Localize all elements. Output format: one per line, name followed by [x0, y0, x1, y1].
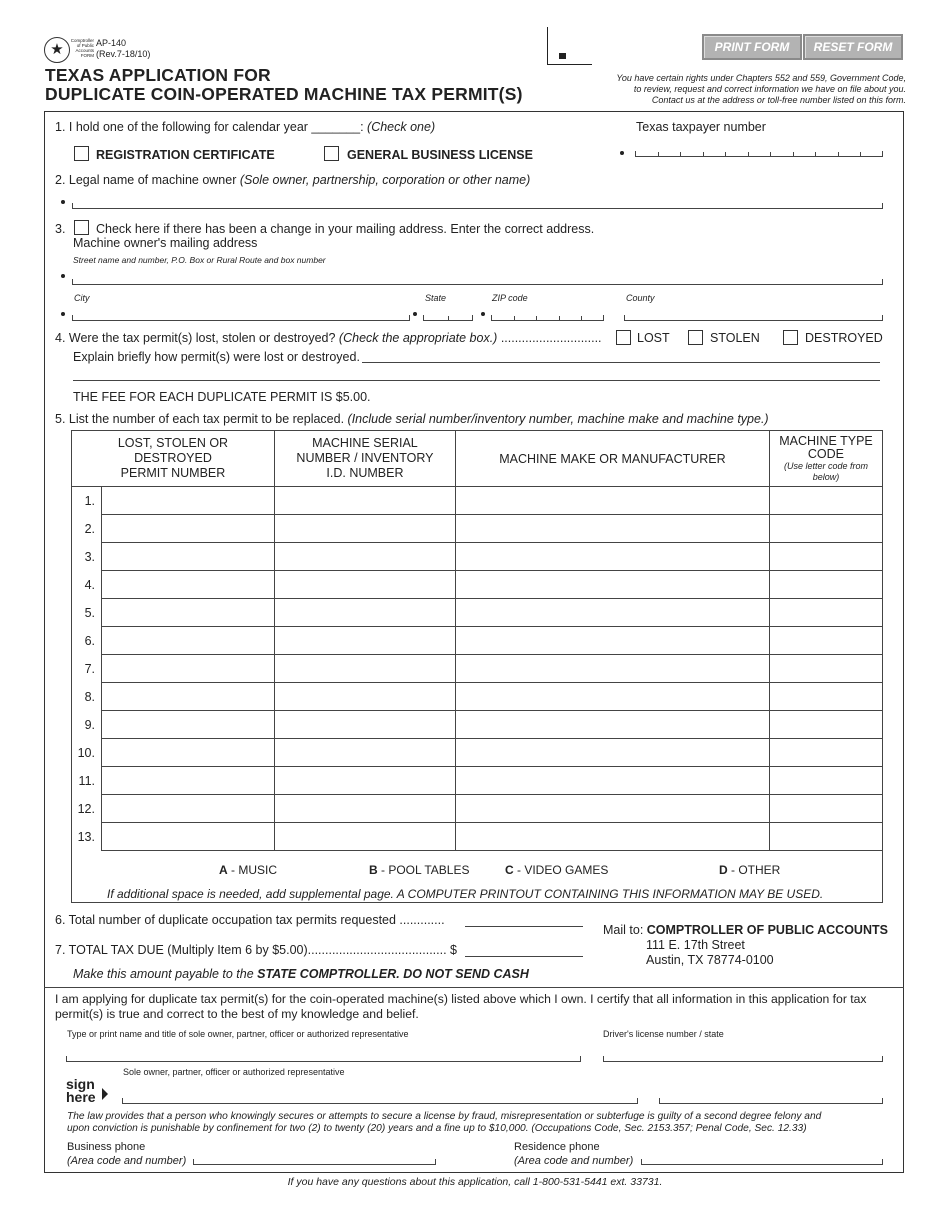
header-line: LOST, STOLEN OR	[117, 436, 229, 450]
rights-line: Contact us at the address or toll-free number listed on this form.	[651, 95, 906, 105]
type-code-cell[interactable]	[769, 543, 882, 571]
field-tick	[559, 316, 560, 320]
taxpayer-number-field[interactable]	[635, 151, 883, 157]
stolen-checkbox[interactable]	[688, 330, 703, 345]
type-code-cell[interactable]	[769, 739, 882, 767]
item-2-label: 2. Legal name of machine owner	[55, 173, 240, 187]
type-code-cell[interactable]	[769, 683, 882, 711]
row-number: 3.	[72, 543, 102, 571]
table-row	[72, 543, 883, 571]
table-row	[72, 487, 883, 515]
serial-number-cell[interactable]	[274, 739, 455, 767]
signature-label: Sole owner, partner, officer or authorized representative	[123, 1067, 345, 1077]
header-line: CODE	[807, 446, 845, 461]
item-5-hint: (Include serial number/inventory number, machine make and machine type.)	[347, 412, 769, 426]
row-number: 2.	[72, 515, 102, 543]
agency-name	[70, 38, 94, 58]
state-label: State	[425, 293, 447, 303]
row-number: 13.	[72, 823, 102, 851]
sign-word: sign	[66, 1076, 95, 1092]
header-line: PERMIT NUMBER	[120, 466, 226, 480]
bullet-icon	[413, 312, 417, 316]
bullet-icon	[620, 151, 624, 155]
item-4-dots: .............................	[497, 331, 602, 345]
scan-mark	[559, 53, 566, 59]
lost-checkbox[interactable]	[616, 330, 631, 345]
table-row	[72, 767, 883, 795]
permit-number-cell[interactable]	[102, 543, 275, 571]
type-code-cell[interactable]	[769, 767, 882, 795]
field-tick	[680, 152, 681, 156]
make-cell[interactable]	[455, 487, 769, 515]
rights-notice	[576, 73, 906, 106]
general-business-license-label: GENERAL BUSINESS LICENSE	[347, 148, 533, 162]
comptroller-seal-icon: ★	[44, 37, 70, 63]
col-type-header	[769, 431, 882, 487]
table-row	[72, 823, 883, 851]
make-cell[interactable]	[455, 767, 769, 795]
row-number: 6.	[72, 627, 102, 655]
mail-name: COMPTROLLER OF PUBLIC ACCOUNTS	[646, 923, 888, 937]
permits-table	[71, 430, 883, 851]
law-notice-line-1: The law provides that a person who knowingly secures or attempts to secure a license by fraud, misrepresentation or subterfuge is guilty of a second degree felony and	[67, 1111, 822, 1122]
table-row	[72, 795, 883, 823]
date-field[interactable]	[659, 1098, 883, 1104]
serial-number-cell[interactable]	[274, 627, 455, 655]
row-number: 9.	[72, 711, 102, 739]
make-cell[interactable]	[455, 627, 769, 655]
item-5-label: 5. List the number of each tax permit to be replaced.	[55, 412, 348, 426]
scan-corner-mark	[547, 27, 592, 65]
col-serial-header	[274, 431, 455, 487]
serial-number-cell[interactable]	[274, 795, 455, 823]
certification-divider	[44, 987, 904, 988]
type-code-cell[interactable]	[769, 599, 882, 627]
table-row	[72, 599, 883, 627]
row-number: 10.	[72, 739, 102, 767]
permit-number-cell[interactable]	[102, 655, 275, 683]
form-number	[96, 38, 150, 60]
legend-code: B	[369, 863, 378, 877]
signature-field[interactable]	[122, 1098, 638, 1104]
title-line-2: DUPLICATE COIN-OPERATED MACHINE TAX PERMIT(S)	[45, 84, 523, 104]
type-code-note: (Use letter code from below)	[783, 460, 868, 482]
rights-line: to review, request and correct information we have on file about you.	[633, 84, 906, 94]
legend-label: - OTHER	[727, 863, 781, 877]
make-cell[interactable]	[455, 599, 769, 627]
item-1-label: 1. I hold one of the following for calendar year _______:	[55, 120, 368, 134]
rep-name-field[interactable]	[66, 1056, 581, 1062]
payable-text: Make this amount payable to the	[73, 967, 258, 981]
make-cell[interactable]	[455, 739, 769, 767]
item-3-number: 3.	[55, 222, 66, 236]
row-number: 12.	[72, 795, 102, 823]
rights-line: You have certain rights under Chapters 552 and 559, Government Code,	[616, 73, 906, 83]
field-tick	[815, 152, 816, 156]
reset-form-button[interactable]: RESET FORM	[803, 34, 903, 60]
legend-code: A	[219, 863, 228, 877]
field-tick	[514, 316, 515, 320]
residence-phone-field[interactable]	[641, 1159, 883, 1165]
business-phone-field[interactable]	[193, 1159, 436, 1165]
serial-number-cell[interactable]	[274, 711, 455, 739]
phone-label: Business phone	[67, 1141, 146, 1153]
make-cell[interactable]	[455, 515, 769, 543]
supplemental-note: If additional space is needed, add supplemental page. A COMPUTER PRINTOUT CONTAINING THIS INFORMATION MAY BE USED.	[107, 887, 824, 901]
sign-arrow-icon	[102, 1088, 108, 1100]
make-cell[interactable]	[455, 711, 769, 739]
type-code-cell[interactable]	[769, 711, 882, 739]
row-number: 1.	[72, 487, 102, 515]
col-permit-number-header	[72, 431, 275, 487]
make-cell[interactable]	[455, 683, 769, 711]
row-number: 4.	[72, 571, 102, 599]
destroyed-label: DESTROYED	[805, 331, 883, 345]
explain-label: Explain briefly how permit(s) were lost or destroyed.	[73, 350, 360, 364]
field-tick	[748, 152, 749, 156]
make-cell[interactable]	[455, 571, 769, 599]
legend-video-games	[505, 863, 608, 877]
header-line: DESTROYED	[134, 451, 212, 465]
header-line: MACHINE TYPE	[779, 433, 873, 448]
row-number: 7.	[72, 655, 102, 683]
agency-line: of Public	[76, 43, 94, 48]
zip-field[interactable]	[491, 315, 604, 321]
item-4-hint: (Check the appropriate box.)	[338, 331, 498, 345]
field-tick	[725, 152, 726, 156]
area-code-hint: (Area code and number)	[67, 1155, 187, 1167]
type-code-cell[interactable]	[769, 655, 882, 683]
payable-bold: STATE COMPTROLLER. DO NOT SEND CASH	[257, 967, 529, 981]
stolen-label: STOLEN	[710, 331, 760, 345]
make-cell[interactable]	[455, 795, 769, 823]
legend-pool-tables	[369, 863, 469, 877]
field-tick	[860, 152, 861, 156]
permit-number-cell[interactable]	[102, 627, 275, 655]
city-field[interactable]	[72, 315, 410, 321]
title-line-1: TEXAS APPLICATION FOR	[45, 65, 271, 85]
certification-line-1: I am applying for duplicate tax permit(s) for the coin-operated machine(s) listed above which I own. I certify that all information in this application for tax	[55, 992, 867, 1006]
sign-here-marker	[66, 1078, 96, 1104]
permit-number-cell[interactable]	[102, 515, 275, 543]
business-phone-label	[67, 1140, 186, 1168]
bullet-icon	[481, 312, 485, 316]
type-code-cell[interactable]	[769, 515, 882, 543]
permit-number-cell[interactable]	[102, 767, 275, 795]
item-5-text	[55, 412, 769, 427]
registration-certificate-label: REGISTRATION CERTIFICATE	[96, 148, 275, 162]
row-number: 5.	[72, 599, 102, 627]
make-cell[interactable]	[455, 655, 769, 683]
field-tick	[658, 152, 659, 156]
type-code-cell[interactable]	[769, 571, 882, 599]
mail-to	[603, 923, 888, 938]
page-title	[45, 66, 523, 104]
serial-number-cell[interactable]	[274, 599, 455, 627]
footer-help: If you have any questions about this application, call 1-800-531-5441 ext. 33731.	[287, 1176, 663, 1188]
header-line: I.D. NUMBER	[326, 466, 404, 480]
legend-label: - MUSIC	[227, 863, 278, 877]
residence-phone-label	[514, 1140, 633, 1168]
agency-line: Accounts	[75, 48, 94, 53]
table-row	[72, 739, 883, 767]
agency-line: Comptroller	[70, 38, 94, 43]
mail-street: 111 E. 17th Street	[646, 938, 745, 952]
type-code-cell[interactable]	[769, 823, 882, 851]
county-label: County	[626, 293, 655, 303]
address-change-label: Check here if there has been a change in your mailing address. Enter the correct address.	[96, 222, 595, 236]
table-row	[72, 683, 883, 711]
form-code: AP-140	[96, 38, 127, 48]
field-tick	[448, 316, 449, 320]
permit-number-cell[interactable]	[102, 711, 275, 739]
header-line: NUMBER / INVENTORY	[296, 451, 434, 465]
type-code-cell[interactable]	[769, 627, 882, 655]
fee-notice: THE FEE FOR EACH DUPLICATE PERMIT IS $5.00.	[73, 390, 371, 404]
header-line: MACHINE SERIAL	[312, 436, 418, 450]
form-revision: (Rev.7-18/10)	[96, 49, 151, 59]
owner-name-field[interactable]	[72, 203, 883, 209]
permit-number-cell[interactable]	[102, 739, 275, 767]
bullet-icon	[61, 200, 65, 204]
general-business-license-checkbox[interactable]	[324, 146, 339, 161]
street-address-field[interactable]	[72, 279, 883, 285]
type-code-cell[interactable]	[769, 795, 882, 823]
permit-number-cell[interactable]	[102, 599, 275, 627]
serial-number-cell[interactable]	[274, 823, 455, 851]
field-tick	[770, 152, 771, 156]
agency-line: FORM	[80, 53, 94, 58]
serial-number-cell[interactable]	[274, 683, 455, 711]
item-2-text	[55, 173, 530, 188]
lost-label: LOST	[637, 331, 670, 345]
rep-name-label: Type or print name and title of sole owner, partner, officer or authorized representative	[67, 1029, 409, 1039]
type-code-cell[interactable]	[769, 487, 882, 515]
legend-right-border	[882, 851, 883, 903]
permit-number-cell[interactable]	[102, 571, 275, 599]
county-field[interactable]	[624, 315, 883, 321]
payable-notice	[73, 967, 529, 982]
taxpayer-number-label: Texas taxpayer number	[636, 120, 766, 134]
table-row	[72, 711, 883, 739]
serial-number-cell[interactable]	[274, 571, 455, 599]
law-notice-line-2: upon conviction is punishable by confinement for two (2) to twenty (20) years and a fine up to $10,000. (Occupations Code, Sec. 2153.357; Penal Code, Sec. 12.33)	[67, 1123, 807, 1134]
item-1-text	[55, 120, 435, 135]
field-tick	[793, 152, 794, 156]
legend-code: D	[719, 863, 728, 877]
serial-number-cell[interactable]	[274, 655, 455, 683]
field-tick	[703, 152, 704, 156]
mail-label: Mail to:	[603, 923, 647, 937]
legend-music	[219, 863, 277, 877]
field-tick	[581, 316, 582, 320]
total-permits-field[interactable]	[465, 926, 583, 927]
city-label: City	[74, 293, 90, 303]
drivers-license-field[interactable]	[603, 1056, 883, 1062]
row-number: 11.	[72, 767, 102, 795]
legend-left-border	[71, 851, 72, 903]
permit-number-cell[interactable]	[102, 795, 275, 823]
permit-number-cell[interactable]	[102, 683, 275, 711]
serial-number-cell[interactable]	[274, 543, 455, 571]
make-cell[interactable]	[455, 543, 769, 571]
bullet-icon	[61, 312, 65, 316]
item-1-hint: (Check one)	[367, 120, 436, 134]
item-2-hint: (Sole owner, partnership, corporation or other name)	[239, 173, 531, 187]
serial-number-cell[interactable]	[274, 767, 455, 795]
field-tick	[536, 316, 537, 320]
field-tick	[838, 152, 839, 156]
item-4-text	[55, 331, 602, 346]
explain-line-2[interactable]	[73, 380, 880, 381]
item-4-label: 4. Were the tax permit(s) lost, stolen or destroyed?	[55, 331, 339, 345]
legend-bottom-border	[71, 902, 883, 903]
legend-label: - VIDEO GAMES	[513, 863, 609, 877]
here-word: here	[66, 1089, 96, 1105]
phone-label: Residence phone	[514, 1141, 600, 1153]
col-make-header: MACHINE MAKE OR MANUFACTURER	[455, 431, 769, 487]
permit-number-cell[interactable]	[102, 487, 275, 515]
area-code-hint: (Area code and number)	[514, 1155, 634, 1167]
legend-label: - POOL TABLES	[377, 863, 470, 877]
state-field[interactable]	[423, 315, 473, 321]
serial-number-cell[interactable]	[274, 515, 455, 543]
street-hint: Street name and number, P.O. Box or Rural Route and box number	[73, 255, 326, 265]
item-7-text: 7. TOTAL TAX DUE (Multiply Item 6 by $5.00)........................................ $	[55, 943, 457, 957]
permit-number-cell[interactable]	[102, 823, 275, 851]
destroyed-checkbox[interactable]	[783, 330, 798, 345]
item-6-text: 6. Total number of duplicate occupation tax permits requested .............	[55, 913, 445, 927]
serial-number-cell[interactable]	[274, 487, 455, 515]
row-number: 8.	[72, 683, 102, 711]
drivers-license-label: Driver's license number / state	[603, 1029, 724, 1039]
bullet-icon	[61, 274, 65, 278]
zip-label: ZIP code	[492, 293, 528, 303]
legend-code: C	[505, 863, 514, 877]
table-row	[72, 515, 883, 543]
table-row	[72, 571, 883, 599]
mail-city: Austin, TX 78774-0100	[646, 953, 774, 967]
certification-line-2: permit(s) is true and correct to the best of my knowledge and belief.	[55, 1007, 419, 1021]
print-form-button[interactable]: PRINT FORM	[702, 34, 802, 60]
make-cell[interactable]	[455, 823, 769, 851]
address-change-checkbox[interactable]	[74, 220, 89, 235]
registration-certificate-checkbox[interactable]	[74, 146, 89, 161]
mailing-address-label: Machine owner's mailing address	[73, 236, 258, 250]
legend-other	[719, 863, 780, 877]
total-tax-due-field[interactable]	[465, 956, 583, 957]
table-row	[72, 655, 883, 683]
explain-line-1[interactable]	[362, 362, 880, 363]
table-row	[72, 627, 883, 655]
